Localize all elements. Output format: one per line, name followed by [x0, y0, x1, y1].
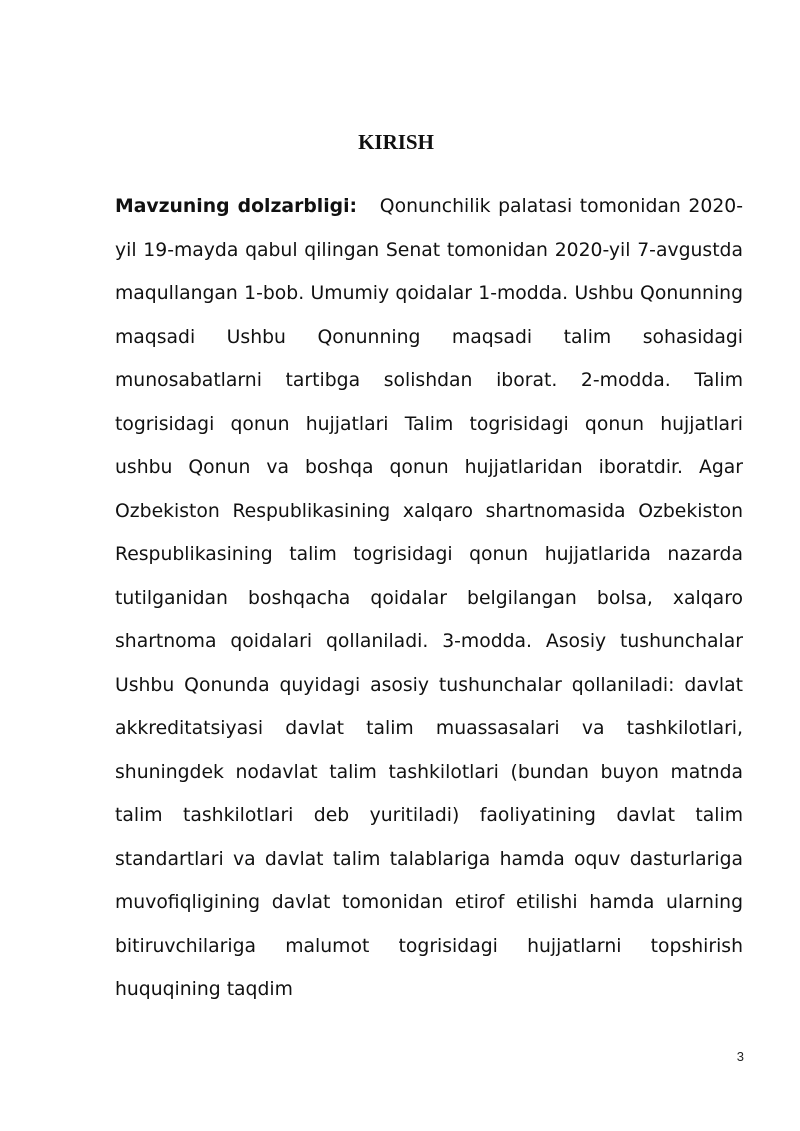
section-heading: KIRISH [358, 130, 434, 154]
lead-phrase: Mavzuning dolzarbligi: [115, 196, 358, 217]
body-paragraph [115, 185, 743, 1012]
page-number: 3 [736, 1049, 744, 1064]
body-text: Qonunchilik palatasi tomonidan 2020-yil 19-mayda qabul qilingan Senat tomonidan 2020-yil 7-avgustda maqullangan 1-bob. Umumiy qoidalar 1-modda. Ushbu Qonunning maqsadi Ushbu Qonunning maqsadi talim sohasidagi munosabatlarni tartibga solishdan iborat. 2-modda. Talim togrisidagi qonun hujjatlari Talim togrisidagi qonun hujjatlari ushbu Qonun va boshqa qonun hujjatlaridan iboratdir. Agar Ozbekiston Respublikasining xalqaro shartnomasida Ozbekiston Respublikasining talim togrisidagi qonun hujjatlarida nazarda tutilganidan boshqacha qoidalar belgilangan bolsa, xalqaro shartnoma qoidalari qollaniladi. 3-modda. Asosiy tushunchalar Ushbu Qonunda quyidagi asosiy tushunchalar qollaniladi: davlat akkreditatsiyasi davlat talim muassasalari va tashkilotlari, shuningdek nodavlat talim tashkilotlari (bundan buyon matnda talim tashkilotlari deb yuritiladi) faoliyatining davlat talim standartlari va davlat talim talablariga hamda oquv dasturlariga muvofiqligining davlat tomonidan etirof etilishi hamda ularning bitiruvchilariga malumot togrisidagi hujjatlarni topshirish huquqining taqdim [115, 196, 743, 1000]
